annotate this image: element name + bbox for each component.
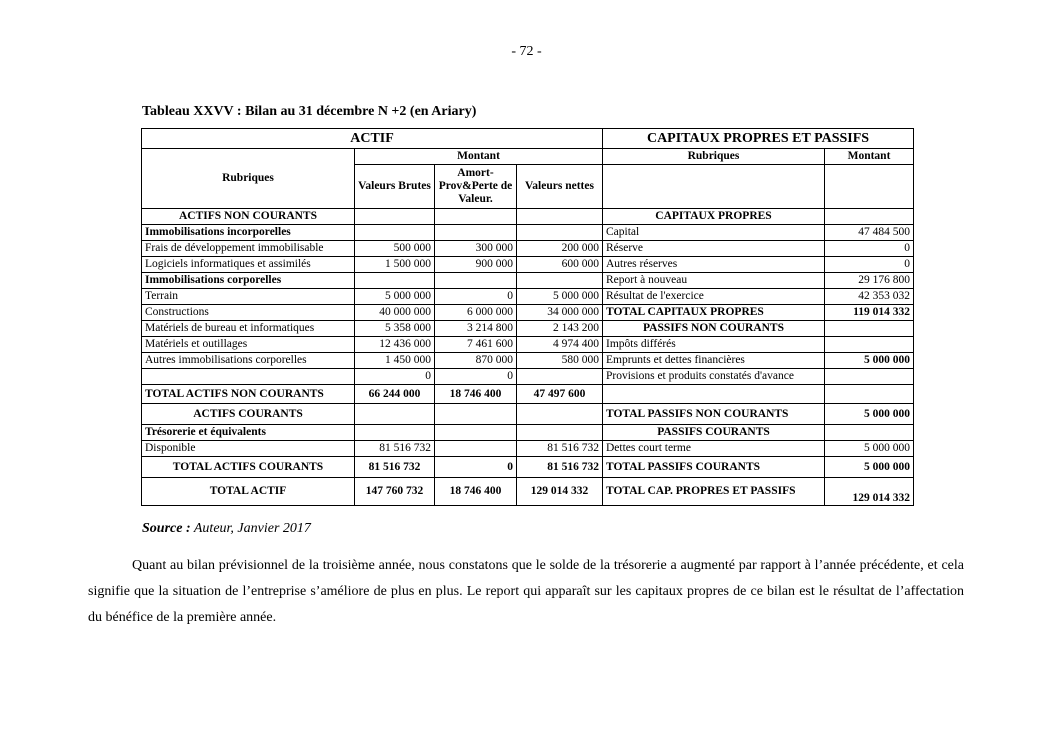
rubrique-cell: Immobilisations incorporelles [142, 225, 355, 241]
source-text: Auteur, Janvier 2017 [190, 521, 311, 536]
valeur-brute-cell: 147 760 732 [355, 478, 435, 506]
passif-montant-cell: 5 000 000 [825, 457, 914, 478]
valeur-nette-cell [517, 369, 603, 385]
passif-rubrique-cell: Impôts différés [603, 337, 825, 353]
passif-rubrique-cell: Report à nouveau [603, 273, 825, 289]
table-row [142, 241, 914, 257]
passif-montant-cell: 119 014 332 [825, 305, 914, 321]
amortissement-cell: 0 [435, 369, 517, 385]
rubrique-cell: Autres immobilisations corporelles [142, 353, 355, 369]
valeur-nette-cell [517, 425, 603, 441]
rubrique-cell: Disponible [142, 441, 355, 457]
table-row [142, 209, 914, 225]
table-row [142, 353, 914, 369]
rubrique-cell: ACTIFS COURANTS [142, 404, 355, 425]
actif-header: ACTIF [142, 129, 603, 149]
valeur-brute-cell: 1 450 000 [355, 353, 435, 369]
amortissement-cell: 18 746 400 [435, 385, 517, 404]
passif-montant-cell: 0 [825, 241, 914, 257]
valeur-brute-cell: 5 000 000 [355, 289, 435, 305]
rubrique-cell: TOTAL ACTIFS NON COURANTS [142, 385, 355, 404]
rubrique-cell: Matériels de bureau et informatiques [142, 321, 355, 337]
table-row [142, 225, 914, 241]
amortissement-cell [435, 273, 517, 289]
valeur-brute-cell [355, 404, 435, 425]
passif-rubrique-cell: TOTAL CAP. PROPRES ET PASSIFS [603, 478, 825, 506]
amortissement-cell [435, 441, 517, 457]
body-paragraph [88, 553, 964, 631]
amortissement-cell [435, 425, 517, 441]
valeur-brute-cell [355, 273, 435, 289]
valeur-brute-cell: 66 244 000 [355, 385, 435, 404]
amortissement-cell: 300 000 [435, 241, 517, 257]
passif-rubrique-cell: TOTAL CAPITAUX PROPRES [603, 305, 825, 321]
passif-rubrique-cell: PASSIFS COURANTS [603, 425, 825, 441]
passif-montant-cell [825, 209, 914, 225]
table-row [142, 369, 914, 385]
amortissement-cell [435, 404, 517, 425]
valeur-nette-cell: 2 143 200 [517, 321, 603, 337]
table-row [142, 404, 914, 425]
passif-rubrique-cell: Dettes court terme [603, 441, 825, 457]
source-note [142, 521, 311, 537]
valeur-brute-cell [355, 225, 435, 241]
rubrique-cell: TOTAL ACTIFS COURANTS [142, 457, 355, 478]
passif-montant-cell [825, 337, 914, 353]
table-row [142, 289, 914, 305]
passif-rubrique-cell: PASSIFS NON COURANTS [603, 321, 825, 337]
table-row [142, 441, 914, 457]
amortissement-cell [435, 225, 517, 241]
valeur-brute-cell [355, 425, 435, 441]
passif-rubrique-cell: Provisions et produits constatés d'avance [603, 369, 825, 385]
rubrique-cell: Terrain [142, 289, 355, 305]
passif-rubrique-cell: Résultat de l'exercice [603, 289, 825, 305]
rubrique-cell [142, 369, 355, 385]
valeur-nette-cell: 5 000 000 [517, 289, 603, 305]
valeur-nette-cell [517, 273, 603, 289]
empty-cell [825, 165, 914, 209]
valeur-nette-cell: 34 000 000 [517, 305, 603, 321]
valeur-brute-cell: 40 000 000 [355, 305, 435, 321]
passif-header: CAPITAUX PROPRES ET PASSIFS [603, 129, 914, 149]
valeur-brute-cell: 500 000 [355, 241, 435, 257]
amort-header: Amort-Prov&Perte de Valeur. [435, 165, 517, 209]
paragraph-text: Quant au bilan prévisionnel de la troisième année, nous constatons que le solde de la trésorerie a augmenté par rapport à l’année précédente, et cela signifie que la situation de l’entreprise s’améliore de plus en plus. Le report qui apparaît sur les capitaux propres de ce bilan est le résultat de l’affectation du bénéfice de la première année. [88, 558, 964, 625]
source-label: Source : [142, 521, 191, 536]
passif-montant-cell: 5 000 000 [825, 441, 914, 457]
passif-rubrique-cell: Autres réserves [603, 257, 825, 273]
valeur-brute-cell: 81 516 732 [355, 441, 435, 457]
passif-montant-cell [825, 425, 914, 441]
passif-rubrique-cell [603, 385, 825, 404]
valeur-nette-cell: 81 516 732 [517, 457, 603, 478]
passif-montant-cell: 0 [825, 257, 914, 273]
valeur-brute-cell: 1 500 000 [355, 257, 435, 273]
passif-montant-cell: 29 176 800 [825, 273, 914, 289]
table-row [142, 385, 914, 404]
rubrique-cell: TOTAL ACTIF [142, 478, 355, 506]
empty-cell [603, 165, 825, 209]
table-row [142, 305, 914, 321]
valeur-nette-cell: 200 000 [517, 241, 603, 257]
valeur-nette-cell: 600 000 [517, 257, 603, 273]
passif-montant-cell [825, 385, 914, 404]
amortissement-cell: 870 000 [435, 353, 517, 369]
passif-montant-cell [825, 321, 914, 337]
valeur-brute-cell: 12 436 000 [355, 337, 435, 353]
valeurs-brutes-header: Valeurs Brutes [355, 165, 435, 209]
passif-montant-cell [825, 369, 914, 385]
valeur-brute-cell [355, 209, 435, 225]
passif-rubrique-cell: TOTAL PASSIFS NON COURANTS [603, 404, 825, 425]
balance-sheet-table [141, 128, 914, 506]
valeur-nette-cell: 81 516 732 [517, 441, 603, 457]
rubrique-cell: Trésorerie et équivalents [142, 425, 355, 441]
montant-right-header: Montant [825, 149, 914, 165]
passif-montant-cell: 5 000 000 [825, 353, 914, 369]
amortissement-cell: 0 [435, 457, 517, 478]
table-row [142, 457, 914, 478]
page-number: - 72 - [511, 44, 542, 59]
table-row [142, 273, 914, 289]
passif-rubrique-cell: CAPITAUX PROPRES [603, 209, 825, 225]
passif-montant-cell: 5 000 000 [825, 404, 914, 425]
rubrique-cell: Constructions [142, 305, 355, 321]
amortissement-cell: 3 214 800 [435, 321, 517, 337]
valeur-brute-cell: 0 [355, 369, 435, 385]
table-row [142, 257, 914, 273]
table-title: Tableau XXVV : Bilan au 31 décembre N +2 (en Ariary) [142, 104, 477, 119]
valeur-nette-cell [517, 404, 603, 425]
valeur-nette-cell [517, 209, 603, 225]
passif-rubrique-cell: Capital [603, 225, 825, 241]
amortissement-cell: 7 461 600 [435, 337, 517, 353]
valeur-nette-cell: 47 497 600 [517, 385, 603, 404]
amortissement-cell [435, 209, 517, 225]
amortissement-cell: 18 746 400 [435, 478, 517, 506]
valeur-nette-cell: 129 014 332 [517, 478, 603, 506]
passif-rubrique-cell: Réserve [603, 241, 825, 257]
montant-header: Montant [355, 149, 603, 165]
valeur-nette-cell: 4 974 400 [517, 337, 603, 353]
valeurs-nettes-header: Valeurs nettes [517, 165, 603, 209]
table-row [142, 478, 914, 506]
valeur-nette-cell: 580 000 [517, 353, 603, 369]
rubrique-cell: Frais de développement immobilisable [142, 241, 355, 257]
valeur-brute-cell: 81 516 732 [355, 457, 435, 478]
amortissement-cell: 6 000 000 [435, 305, 517, 321]
rubrique-cell: Logiciels informatiques et assimilés [142, 257, 355, 273]
rubrique-cell: Immobilisations corporelles [142, 273, 355, 289]
table-row [142, 321, 914, 337]
rubriques-right-header: Rubriques [603, 149, 825, 165]
table-row [142, 337, 914, 353]
table-row [142, 425, 914, 441]
passif-montant-cell: 129 014 332 [825, 478, 914, 506]
amortissement-cell: 0 [435, 289, 517, 305]
passif-rubrique-cell: Emprunts et dettes financières [603, 353, 825, 369]
rubriques-left-header: Rubriques [142, 149, 355, 209]
valeur-brute-cell: 5 358 000 [355, 321, 435, 337]
valeur-nette-cell [517, 225, 603, 241]
amortissement-cell: 900 000 [435, 257, 517, 273]
rubrique-cell: Matériels et outillages [142, 337, 355, 353]
passif-montant-cell: 47 484 500 [825, 225, 914, 241]
passif-rubrique-cell: TOTAL PASSIFS COURANTS [603, 457, 825, 478]
passif-montant-cell: 42 353 032 [825, 289, 914, 305]
rubrique-cell: ACTIFS NON COURANTS [142, 209, 355, 225]
